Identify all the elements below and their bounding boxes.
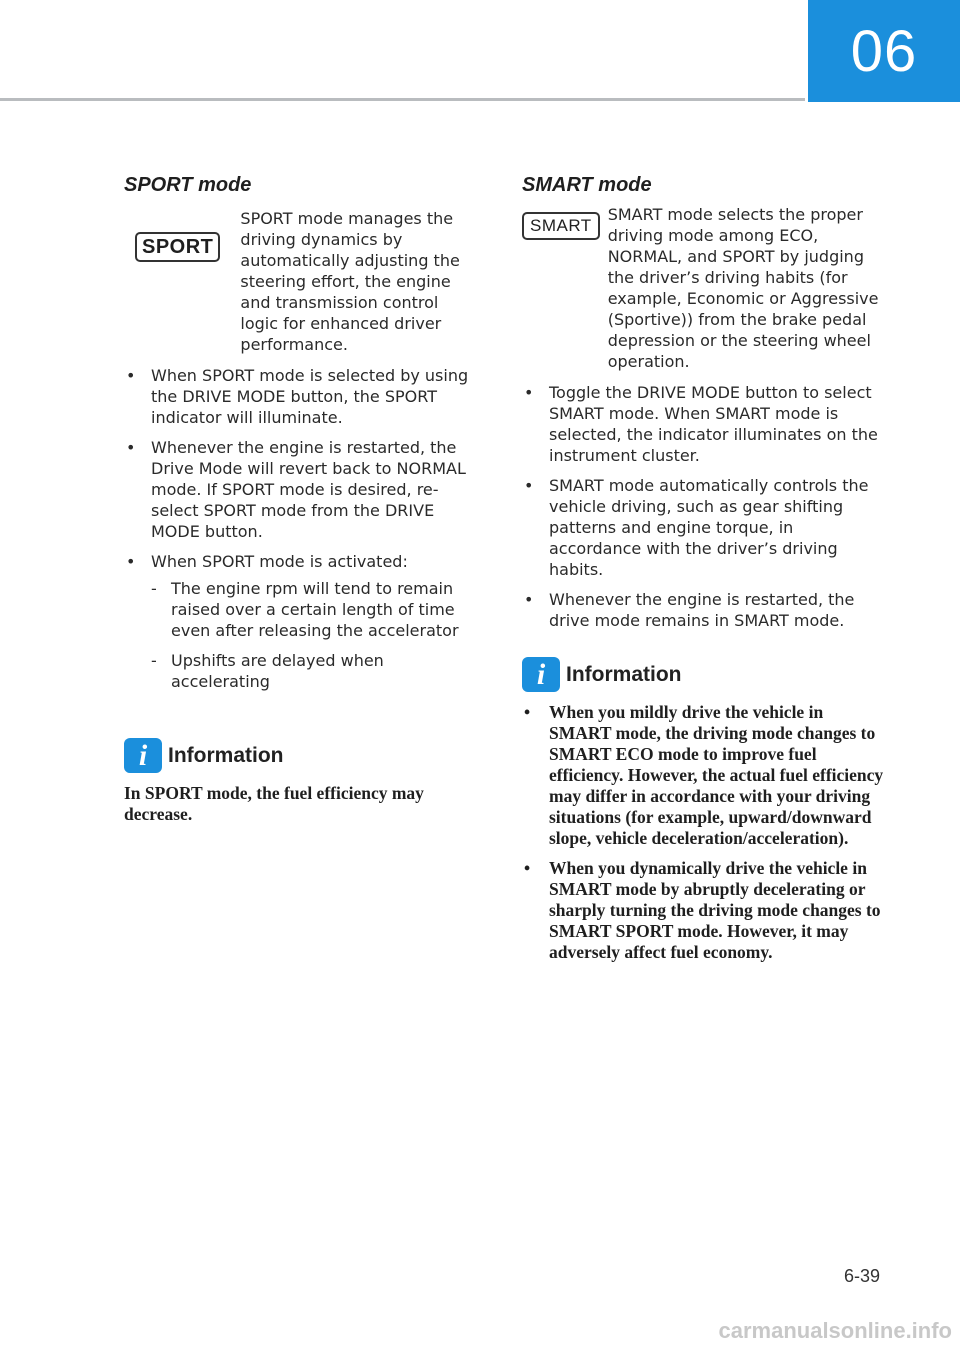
sport-section (124, 172, 480, 825)
bullet-icon: • (524, 383, 534, 402)
chapter-tab (808, 0, 960, 102)
bullet-icon: • (524, 858, 531, 878)
info-bullet-list (522, 702, 884, 963)
bullet-icon: • (126, 438, 136, 457)
smart-mode-icon: SMART (522, 212, 600, 240)
sport-bullet-list (124, 365, 480, 692)
sport-title: SPORT mode (124, 174, 252, 196)
info-icon: i (124, 738, 162, 773)
info-header (124, 738, 480, 773)
list-item: • When you mildly drive the vehicle in SMART mode, the driving mode changes to SMART ECO mode to improve fuel efficiency. However, the actual fuel efficiency may differ in accordance with your driving situations (for example, upward/downward slope, vehicle deceleration/acceleration). (524, 702, 884, 848)
info-text: In SPORT mode, the fuel efficiency may decrease. (124, 783, 424, 824)
info-title: Information (168, 743, 284, 767)
sport-sub-list (151, 578, 480, 692)
smart-bullet-list (522, 382, 884, 631)
bullet-icon: • (524, 476, 534, 495)
sport-intro (124, 208, 480, 355)
smart-information (522, 657, 884, 963)
list-item: • Whenever the engine is restarted, the Drive Mode will revert back to NORMAL mode. If SPORT mode is desired, re-select SPORT mode from the DRIVE MODE button. (126, 438, 466, 541)
dash-icon: - (151, 579, 157, 598)
info-title: Information (566, 662, 682, 686)
page-number: 6-39 (843, 1266, 880, 1286)
smart-section (522, 172, 884, 972)
sport-description: SPORT mode manages the driving dynamics by automatically adjusting the steering effort, the engine and transmission control logic for enhanced driver performance. (240, 209, 460, 354)
sport-information (124, 738, 480, 825)
info-header (522, 657, 884, 692)
bullet-icon: • (524, 702, 531, 722)
list-item: • SMART mode automatically controls the vehicle driving, such as gear shifting patterns and engine torque, in accordance with the driver’s driving habits. (524, 476, 869, 579)
smart-description: SMART mode selects the proper driving mode among ECO, NORMAL, and SPORT by judging the driver’s driving habits (for example, Economic or Aggressive (Sportive)) from the brake pedal depression or the steering wheel operation. (607, 205, 879, 371)
bullet-icon: • (126, 366, 136, 385)
list-item: • When SPORT mode is selected by using the DRIVE MODE button, the SPORT indicator will illuminate. (126, 366, 469, 427)
list-item: • When SPORT mode is activated: - The engine rpm will tend to remain raised over a certain length of time even after releasing the accelerator - Upshifts are delayed when accelerating (124, 551, 480, 692)
smart-title: SMART mode (522, 174, 652, 196)
sport-mode-icon: SPORT (135, 232, 220, 262)
watermark: carmanualsonline.info (718, 1318, 952, 1343)
list-item: • Toggle the DRIVE MODE button to select SMART mode. When SMART mode is selected, the indicator illuminates on the instrument cluster. (524, 383, 878, 465)
smart-intro (522, 205, 884, 372)
sub-list-item: - Upshifts are delayed when accelerating (151, 651, 384, 691)
bullet-icon: • (524, 590, 534, 609)
list-item: • When you dynamically drive the vehicle in SMART mode by abruptly decelerating or sharply turning the driving mode changes to SMART SPORT mode. However, it may adversely affect fuel economy. (524, 858, 881, 962)
list-item: • Whenever the engine is restarted, the drive mode remains in SMART mode. (524, 590, 855, 630)
sub-list-item: - The engine rpm will tend to remain raised over a certain length of time even after releasing the accelerator (151, 579, 459, 640)
header-rule (0, 98, 805, 101)
info-icon: i (522, 657, 560, 692)
dash-icon: - (151, 651, 157, 670)
bullet-icon: • (126, 552, 136, 571)
chapter-number: 06 (850, 18, 918, 84)
